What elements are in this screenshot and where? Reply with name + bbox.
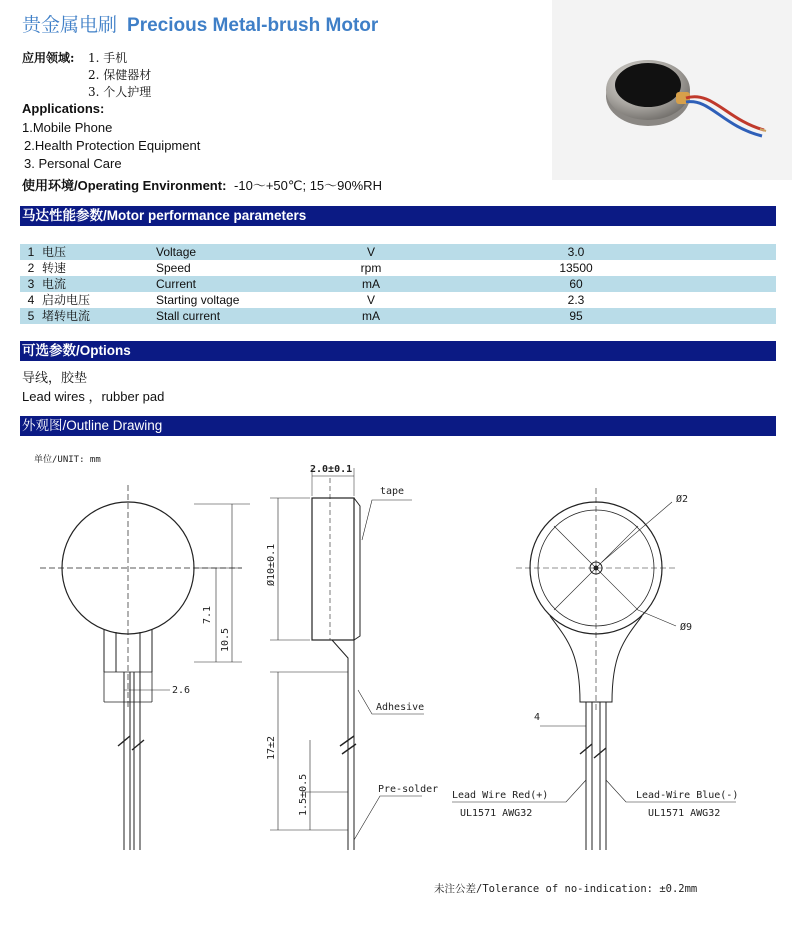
dim-7-1: 7.1 [202,605,213,624]
label-presolder: Pre-solder [378,784,439,795]
param-value: 2.3 [567,293,585,307]
param-pad [726,276,776,292]
param-value: 13500 [559,261,593,275]
param-no: 1 [20,244,42,260]
app-en-item-2: 2.Health Protection Equipment [24,138,201,153]
param-pad [726,260,776,276]
applications-cn-label: 应用领域: [22,51,75,65]
page-title [22,10,378,37]
applications-en-label: Applications: [22,101,105,116]
options-cn: 导线，胶垫 [22,371,88,386]
param-unit: mA [316,308,426,324]
parameters-table [20,244,776,324]
param-value: 95 [426,308,726,324]
param-row [20,260,776,276]
param-no: 5 [20,308,42,324]
param-name-en: Voltage [156,244,316,260]
section-options-header: 可选参数/Options [20,341,776,361]
param-name-en: Current [156,276,316,292]
rear-view [452,488,738,850]
param-no: 2 [27,261,35,275]
label-blue-wire: Lead-Wire Blue(-) [636,790,739,801]
dim-2-0: 2.0±0.1 [310,464,353,475]
dim-10-5: 10.5 [220,627,231,652]
param-row [20,308,776,324]
app-en-item-3: 3. Personal Care [24,156,122,171]
tolerance-note: 未注公差/Tolerance of no-indication: ±0.2mm [434,883,698,895]
dim-2-6: 2.6 [172,685,191,696]
app-cn-item-2: 2. 保健器材 [88,68,152,82]
param-value: 60 [426,276,726,292]
param-pad [726,308,776,324]
dim-1-5: 1.5±0.5 [298,773,309,816]
param-pad [726,292,776,308]
environment-label: 使用环境/Operating Environment: [22,178,227,193]
title-en: Precious Metal-brush Motor [127,15,379,36]
param-name-cn: 启动电压 [42,293,91,307]
product-photo [552,0,792,180]
param-name-en: Speed [156,261,191,275]
dim-17: 17±2 [266,735,277,760]
label-spec-red: UL1571 AWG32 [460,808,533,819]
title-cn: 贵金属电刷 [22,14,118,36]
label-adhesive: Adhesive [376,702,425,713]
param-name-cn: 堵转电流 [42,308,156,324]
dim-d2: Ø2 [676,494,689,505]
param-pad [726,244,776,260]
param-row [20,276,776,292]
param-unit: rpm [360,261,382,275]
label-spec-blue: UL1571 AWG32 [648,808,721,819]
section-performance-header: 马达性能参数/Motor performance parameters [20,206,776,226]
operating-environment [22,175,382,194]
param-name-cn: 电压 [42,244,156,260]
param-row [20,292,776,308]
param-no: 4 [27,293,35,307]
app-en-item-1: 1.Mobile Phone [22,120,113,135]
param-name-en: Stall current [156,308,316,324]
param-name-cn: 电流 [42,276,156,292]
param-unit: mA [316,276,426,292]
app-cn-item-1: 1. 手机 [88,51,128,65]
param-no: 3 [20,276,42,292]
outline-drawing [20,440,780,925]
param-row [20,244,776,260]
options-en: Lead wires ，rubber pad [22,389,165,404]
dim-d9: Ø9 [680,622,693,633]
label-red-wire: Lead Wire Red(+) [452,790,549,801]
dim-4: 4 [534,712,541,723]
app-cn-item-3: 3. 个人护理 [88,85,152,99]
unit-label: 单位/UNIT: mm [34,455,101,465]
environment-value: -10～+50℃; 15～90%RH [234,178,382,193]
dim-d10: Ø10±0.1 [266,543,277,586]
front-view [40,485,250,850]
param-name-en: Starting voltage [156,293,240,307]
section-outline-header: 外观图/Outline Drawing [20,416,776,436]
param-unit: V [316,244,426,260]
param-name-cn: 转速 [42,261,67,275]
side-view [265,464,438,850]
param-value: 3.0 [426,244,726,260]
label-tape: tape [380,486,405,497]
param-unit: V [366,293,375,307]
